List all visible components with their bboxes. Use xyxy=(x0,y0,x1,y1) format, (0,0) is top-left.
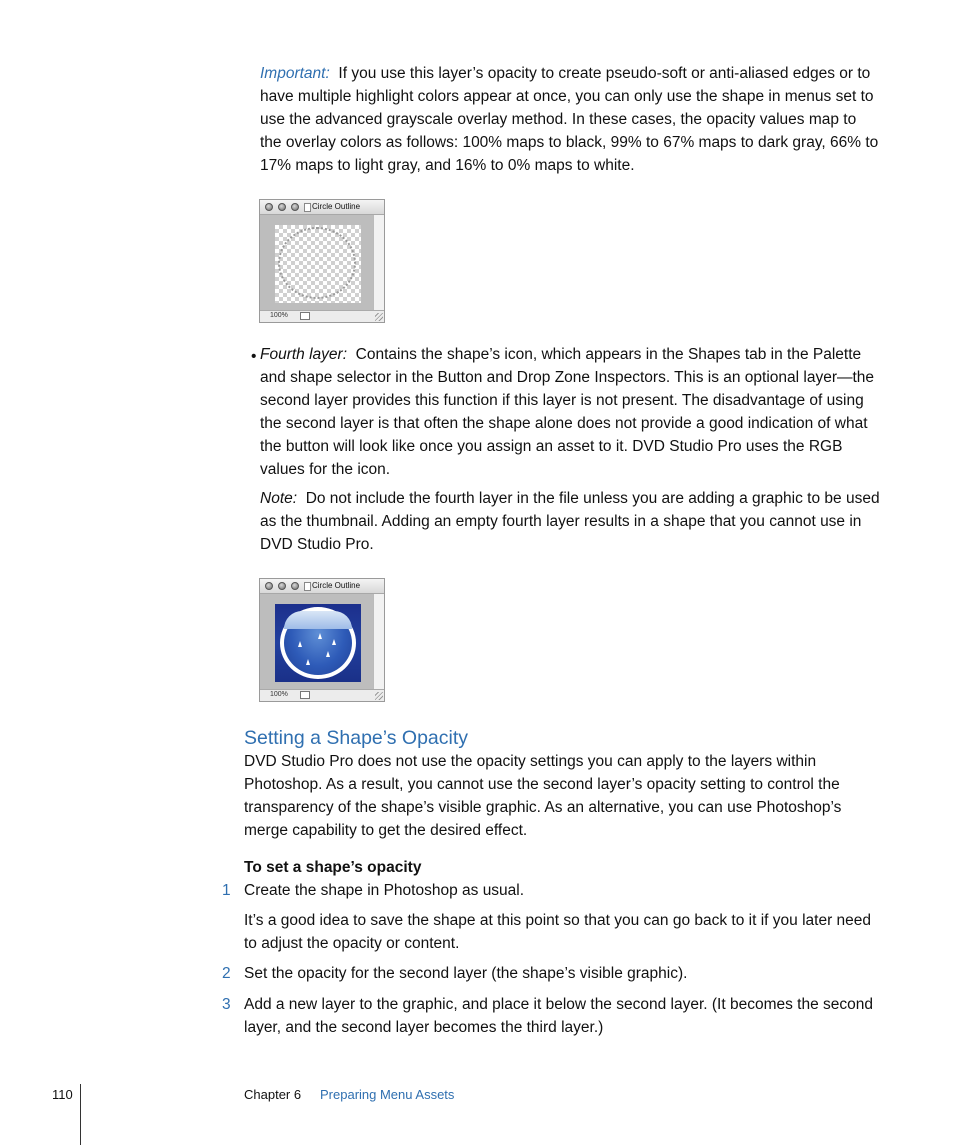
fourth-layer-text: Contains the shape’s icon, which appears in the Shapes tab in the Palette and shape selector in the Button and Drop Zone Inspectors. This is an optional layer—the second layer provides this function if this layer is not present. The disadvantage of using the second layer is that often the shape alone does not provide a good indication of what the button will look like once you assign an asset to it. DVD Studio Pro uses the RGB values for the icon. xyxy=(260,346,875,478)
resize-grip-icon xyxy=(375,313,383,321)
footer-chapter-title: Preparing Menu Assets xyxy=(320,1087,455,1102)
zoom-level: 100% xyxy=(270,691,288,698)
bullet-marker: • xyxy=(251,348,257,365)
canvas-area xyxy=(260,594,374,690)
section-body: DVD Studio Pro does not use the opacity settings you can apply to the layers within Photoshop. As a result, you cannot use the second layer’s opacity setting to control the transparency of the shape’s visible graphic. As an alternative, you can use Photoshop’s merge capability to get the desired effect. xyxy=(244,753,842,839)
figure-circle-outline-photo xyxy=(259,578,385,702)
status-button-icon xyxy=(300,312,310,320)
page-number: 110 xyxy=(52,1087,73,1102)
zoom-level: 100% xyxy=(270,312,288,319)
window-title: Circle Outline xyxy=(312,202,361,211)
step-text: Create the shape in Photoshop as usual. xyxy=(244,882,525,899)
sailboat-icon xyxy=(298,641,302,647)
step-number: 1 xyxy=(222,882,231,899)
figure-circle-outline-transparent xyxy=(259,199,385,323)
document-icon xyxy=(304,203,311,212)
document-icon xyxy=(304,582,311,591)
window-titlebar xyxy=(260,200,384,215)
sailboat-icon xyxy=(332,639,336,645)
canvas-area xyxy=(260,215,374,311)
vertical-scrollbar xyxy=(373,215,384,311)
sailboat-icon xyxy=(318,633,322,639)
zoom-icon xyxy=(291,582,299,590)
note-paragraph xyxy=(260,487,880,556)
important-text: If you use this layer’s opacity to create pseudo-soft or anti-aliased edges or to have multiple highlight colors appear at once, you can only use the shape in menus set to use the advanced grayscale overlay method. In these cases, the opacity values map to the overlay colors as follows: 100% maps to black, 99% to 67% maps to dark gray, 66% to 17% maps to light gray, and 16% to 0% maps to white. xyxy=(260,65,879,174)
window-titlebar xyxy=(260,579,384,594)
status-button-icon xyxy=(300,691,310,699)
zoom-icon xyxy=(291,203,299,211)
window-title: Circle Outline xyxy=(312,581,361,590)
step-number: 2 xyxy=(222,965,231,982)
minimize-icon xyxy=(278,582,286,590)
footer-chapter: Chapter 6 xyxy=(244,1087,302,1102)
photo-sky xyxy=(284,611,352,629)
step-followup: It’s a good idea to save the shape at this point so that you can go back to it if you later need to adjust the opacity or content. xyxy=(244,912,872,952)
section-heading: Setting a Shape’s Opacity xyxy=(244,727,469,749)
sailboat-photo xyxy=(275,604,361,682)
step-text: Set the opacity for the second layer (the shape’s visible graphic). xyxy=(244,965,688,982)
transparency-checkerboard xyxy=(275,225,361,303)
step-number: 3 xyxy=(222,996,231,1013)
important-label: Important: xyxy=(260,65,330,82)
close-icon xyxy=(265,203,273,211)
note-label: Note: xyxy=(260,490,298,507)
fourth-layer-label: Fourth layer: xyxy=(260,346,348,363)
sailboat-icon xyxy=(306,659,310,665)
circle-shape-with-photo xyxy=(280,607,356,679)
step-text: Add a new layer to the graphic, and place it below the second layer. (It becomes the second layer, and the second layer becomes the third layer.) xyxy=(244,996,873,1036)
status-bar xyxy=(260,689,384,701)
note-text: Do not include the fourth layer in the file unless you are adding a graphic to be used as the thumbnail. Adding an empty fourth layer results in a shape that you cannot use in DVD Studio Pro. xyxy=(260,490,880,553)
circle-outline-shape xyxy=(278,227,356,299)
sailboat-icon xyxy=(326,651,330,657)
important-paragraph xyxy=(260,62,880,177)
minimize-icon xyxy=(278,203,286,211)
footer-divider xyxy=(80,1084,81,1145)
resize-grip-icon xyxy=(375,692,383,700)
status-bar xyxy=(260,310,384,322)
procedure-heading: To set a shape’s opacity xyxy=(244,859,422,876)
fourth-layer-paragraph xyxy=(260,343,880,481)
close-icon xyxy=(265,582,273,590)
vertical-scrollbar xyxy=(373,594,384,690)
